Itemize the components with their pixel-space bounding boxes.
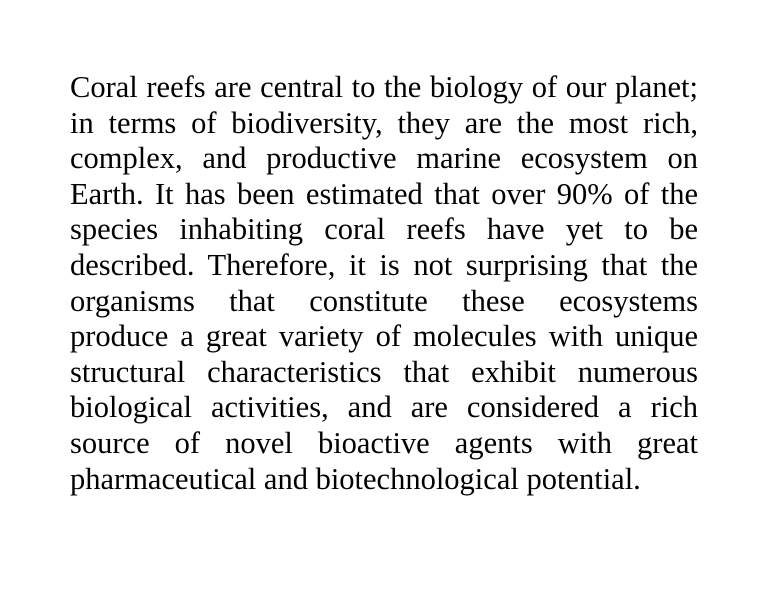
paragraph-line: complex, and productive marine ecosystem on <box>70 141 698 176</box>
paragraph-line: Earth. It has been estimated that over 90% of the <box>70 176 698 211</box>
paragraph-line: source of novel bioactive agents with great <box>70 425 698 460</box>
paragraph-line: structural characteristics that exhibit numerous <box>70 354 698 389</box>
paragraph-line: in terms of biodiversity, they are the most rich, <box>70 105 698 140</box>
paragraph-line: organisms that constitute these ecosystems <box>70 283 698 318</box>
body-paragraph <box>70 70 698 497</box>
paragraph-line: pharmaceutical and biotechnological potential. <box>70 461 641 496</box>
paragraph-line: Coral reefs are central to the biology of our planet; <box>70 70 698 104</box>
paragraph-line: species inhabiting coral reefs have yet to be <box>70 212 698 247</box>
paragraph-line: produce a great variety of molecules with unique <box>70 319 698 354</box>
paragraph-line: described. Therefore, it is not surprising that the <box>70 247 698 282</box>
paragraph-line: biological activities, and are considered a rich <box>70 390 698 425</box>
